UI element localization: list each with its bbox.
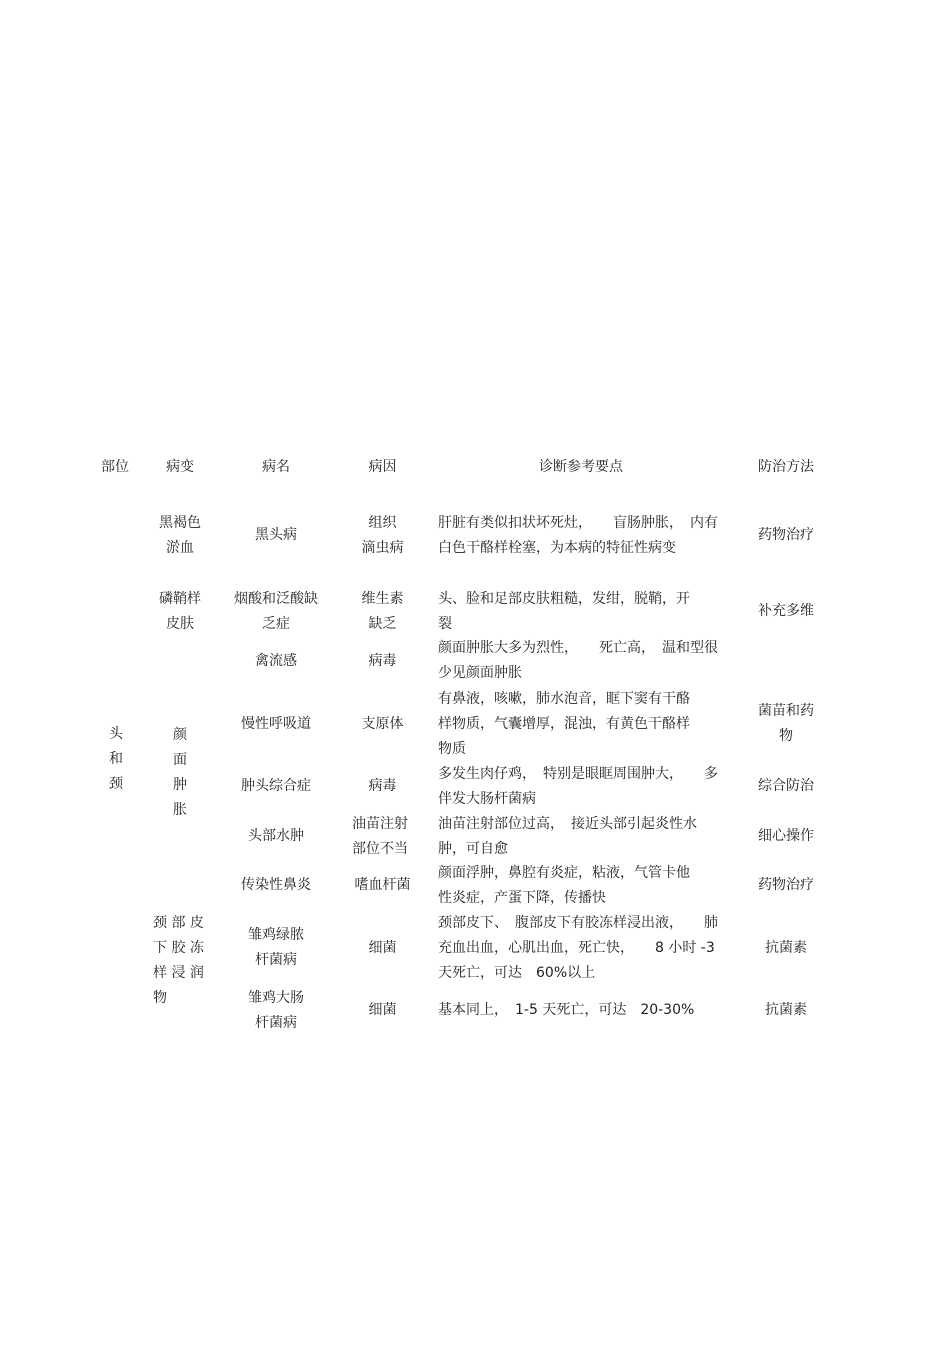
table-row-4-treatment: 综合防治 <box>758 778 814 794</box>
table-row-0-treatment: 药物治疗 <box>758 527 814 543</box>
table-row-7-diagnosis: 颈部皮下、 腹部皮下有胶冻样浸出液， 肺 充血出血，心肌出血，死亡快， 8 小时 -3 天死亡，可达 60%以上 <box>438 915 718 981</box>
table-row-5-diagnosis: 油苗注射部位过高， 接近头部引起炎性水 肿，可自愈 <box>438 816 697 857</box>
table-row-7-name: 雏鸡绿脓 杆菌病 <box>248 927 304 968</box>
table-row-0-name: 黑头病 <box>255 527 297 543</box>
table-row-0-cause: 组织 滴虫病 <box>361 515 404 556</box>
table-row-8-name: 雏鸡大肠 杆菌病 <box>248 990 304 1031</box>
table-row-3-cause: 支原体 <box>361 716 404 732</box>
table-row-3-treatment: 菌苗和药 物 <box>758 703 814 744</box>
header-diagnosis: 诊断参考要点 <box>539 459 623 475</box>
table-row-1-diagnosis: 头、脸和足部皮肤粗糙，发绀，脱鞘，开 裂 <box>438 591 690 632</box>
table-row-2-name: 禽流感 <box>255 653 297 669</box>
table-row-7-cause: 细菌 <box>368 940 397 956</box>
table-row-3-name: 慢性呼吸道 <box>241 716 311 732</box>
table-row-7-treatment: 抗菌素 <box>765 940 807 956</box>
table-row-8-cause: 细菌 <box>368 1002 397 1018</box>
lesion-heihe: 黑褐色 淤血 <box>159 515 201 556</box>
header-disease: 病名 <box>262 459 290 475</box>
table-row-1-cause: 维生素 缺乏 <box>361 591 404 632</box>
table-row-0-diagnosis: 肝脏有类似扣状坏死灶， 盲肠肿胀， 内有 白色干酪样栓塞，为本病的特征性病变 <box>438 515 718 556</box>
table-row-8-diagnosis: 基本同上， 1-5 天死亡，可达 20-30% <box>438 1002 695 1018</box>
table-row-8-treatment: 抗菌素 <box>765 1002 807 1018</box>
header-part: 部位 <box>101 459 129 475</box>
header-cause: 病因 <box>368 459 397 475</box>
header-treatment: 防治方法 <box>758 459 814 475</box>
table-row-4-cause: 病毒 <box>368 778 397 794</box>
lesion-yanmian: 颜 面 肿 胀 <box>173 727 187 818</box>
table-row-5-treatment: 细心操作 <box>758 828 814 844</box>
lesion-jingbu: 颈 部 皮 下 胶 冻 样 浸 润 物 <box>153 915 204 1006</box>
table-row-2-cause: 病毒 <box>368 653 397 669</box>
table-row-3-diagnosis: 有鼻液，咳嗽，肺水泡音，眶下窦有干酪 样物质，气囊增厚，混浊，有黄色干酪样 物质 <box>438 691 690 757</box>
table-row-6-name: 传染性鼻炎 <box>241 877 311 893</box>
table-row-4-diagnosis: 多发生肉仔鸡， 特别是眼眶周围肿大， 多 伴发大肠杆菌病 <box>438 766 718 807</box>
part-cell: 头 和 颈 <box>109 726 123 792</box>
table-row-6-cause: 嗜血杆菌 <box>354 877 411 893</box>
table-row-1-treatment: 补充多维 <box>758 603 814 619</box>
table-row-5-cause: 油苗注射 部位不当 <box>352 816 408 857</box>
table-row-5-name: 头部水肿 <box>248 828 304 844</box>
table-row-1-name: 烟酸和泛酸缺 乏症 <box>234 591 318 632</box>
table-row-6-treatment: 药物治疗 <box>758 877 814 893</box>
table-row-2-diagnosis: 颜面肿胀大多为烈性， 死亡高， 温和型很 少见颜面肿胀 <box>438 640 718 681</box>
table-row-4-name: 肿头综合症 <box>241 778 311 794</box>
lesion-linqiao: 磷鞘样 皮肤 <box>159 591 201 632</box>
header-lesion: 病变 <box>166 459 194 475</box>
table-row-6-diagnosis: 颜面浮肿，鼻腔有炎症，粘液，气管卡他 性炎症，产蛋下降，传播快 <box>438 865 690 906</box>
